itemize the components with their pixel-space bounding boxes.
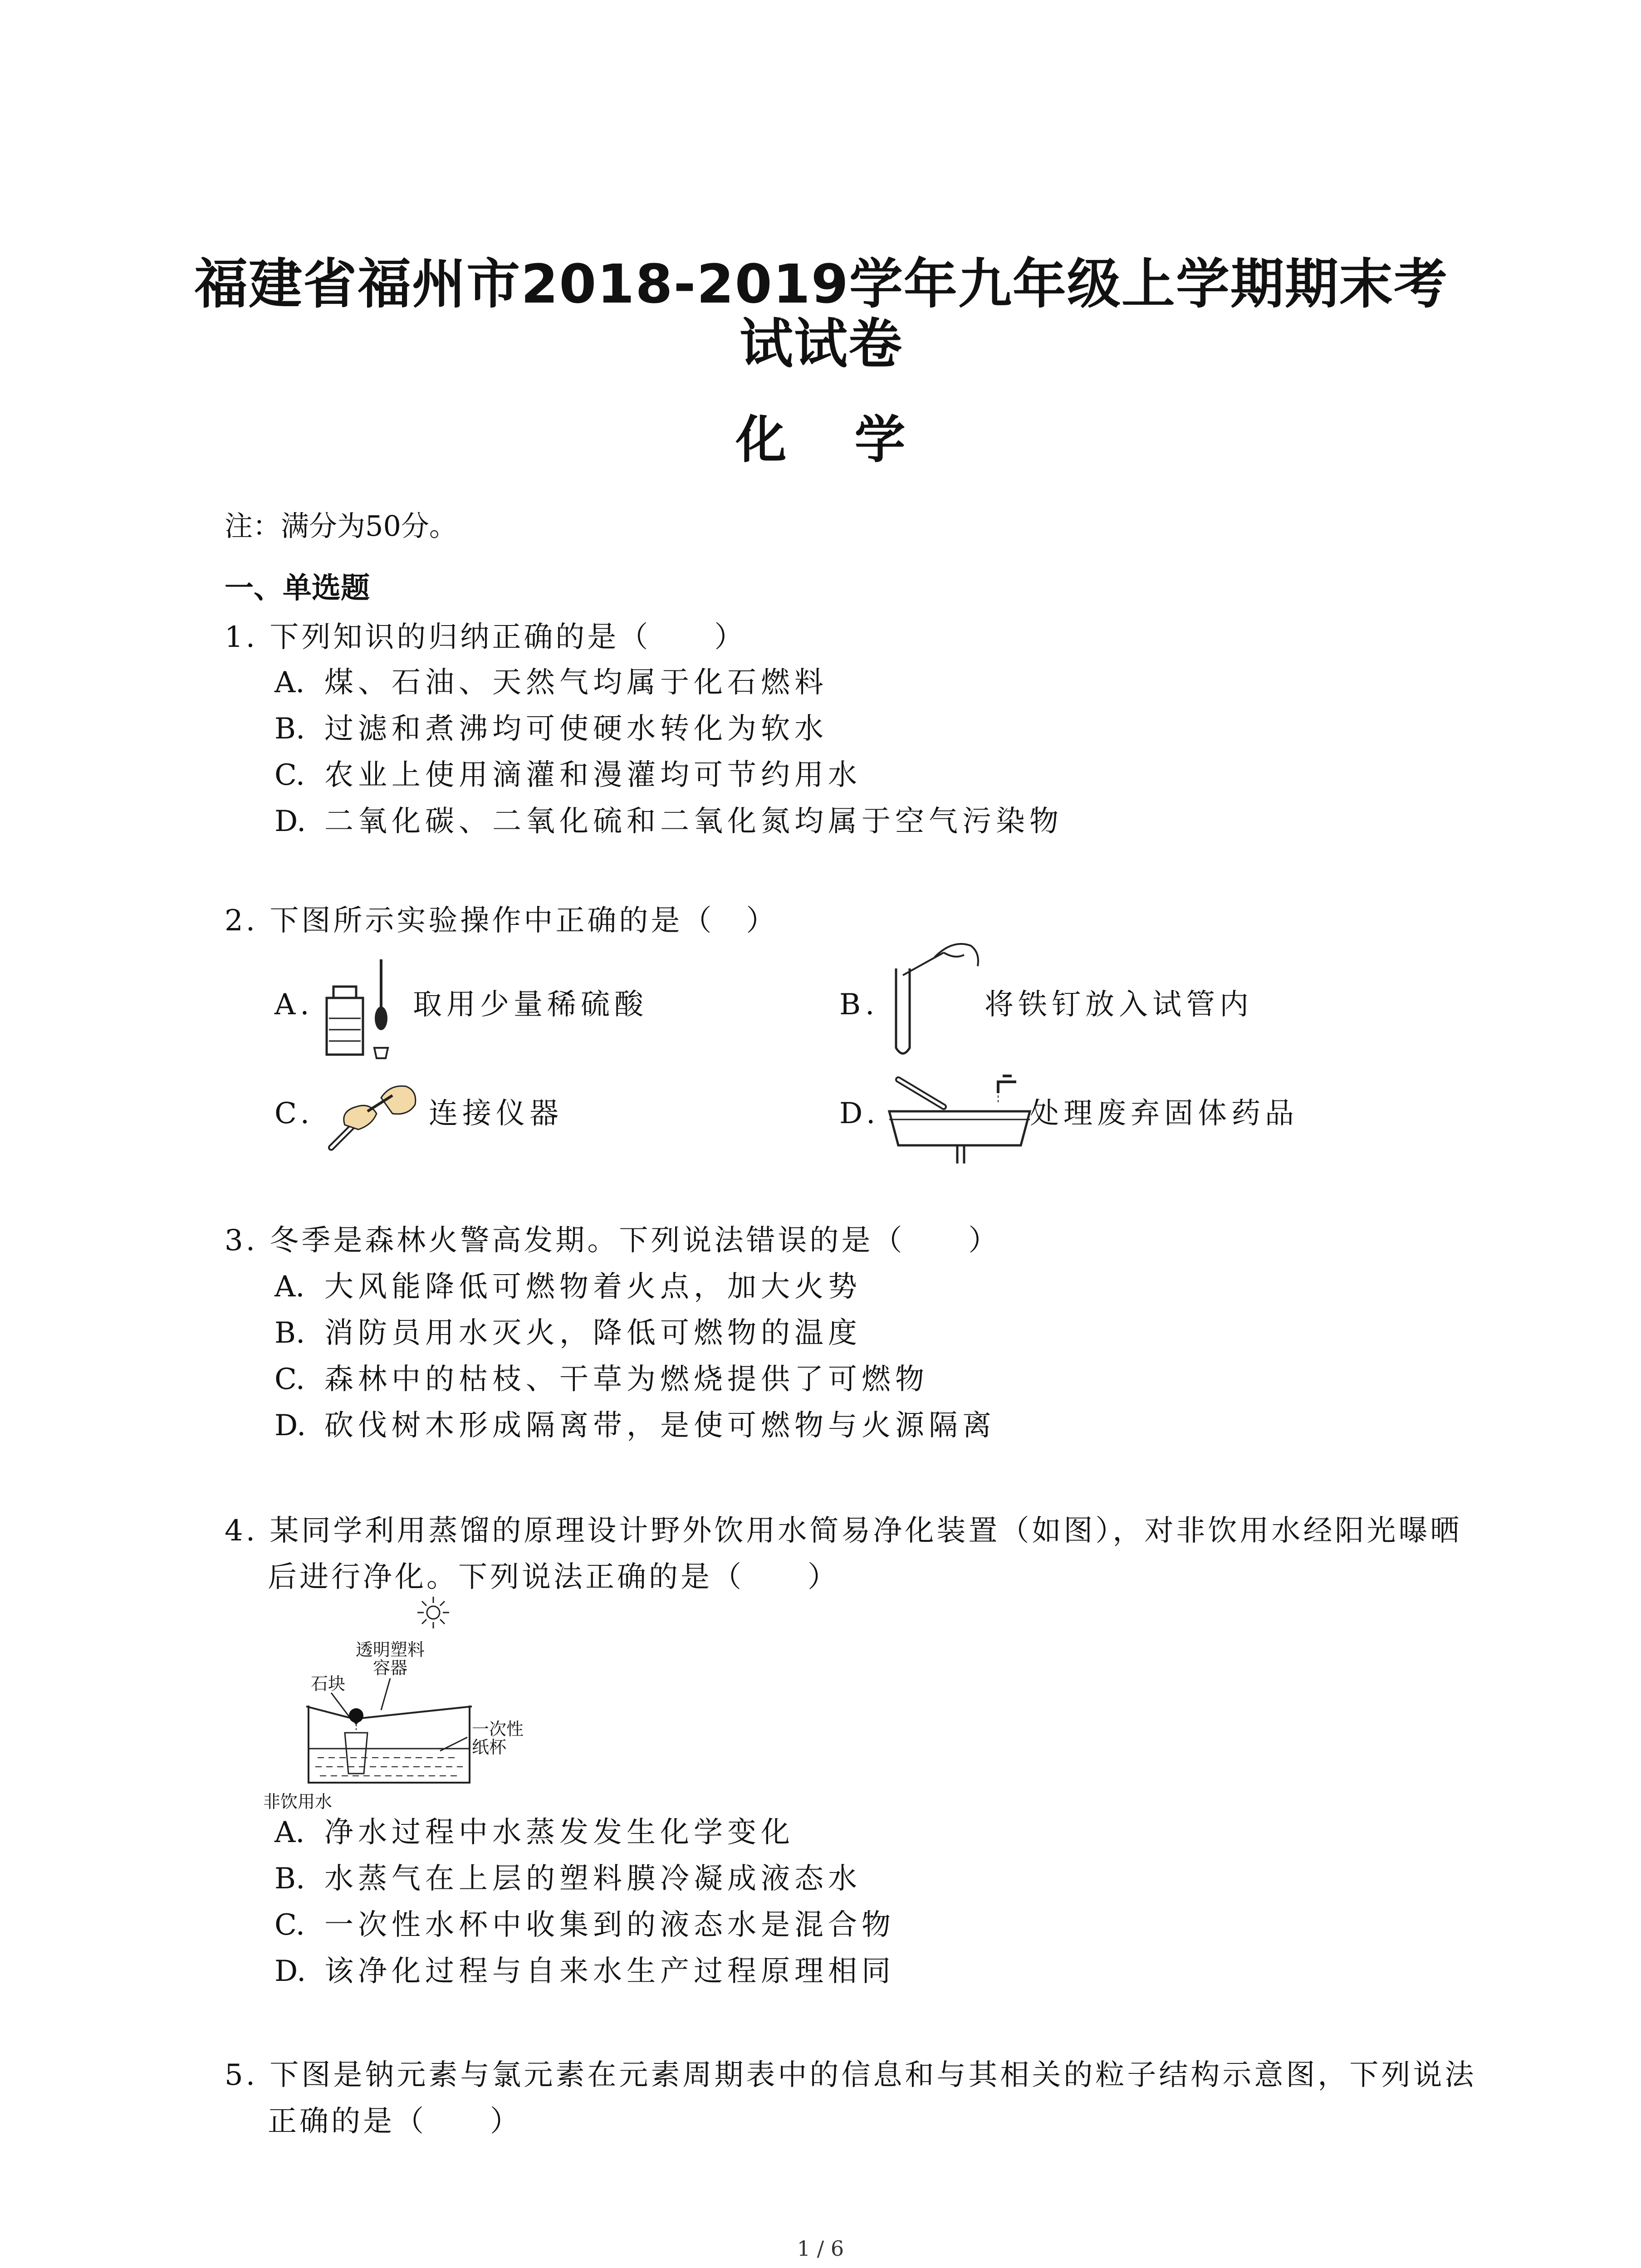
option-label: A. [274,1270,305,1304]
subject-heading: 化学 [735,411,974,469]
option-label: A. [274,1816,305,1849]
label-water: 非饮用水 [263,1792,333,1812]
q2-stem: 2. 下图所示实验操作中正确的是（ ） [225,904,778,938]
label-container-1: 透明塑料 [355,1640,425,1660]
option-text: 农业上使用滴灌和漫灌均可节约用水 [324,758,862,792]
option-label: D. [274,1955,306,1988]
q1-option-b [274,706,828,752]
reagent-bottle-dropper-icon [318,955,399,1064]
q2-option-b-label: B. [839,988,879,1022]
option-label: C. [274,1908,305,1942]
q2-option-a-text: 取用少量稀硫酸 [413,988,648,1022]
label-cup-1: 一次性 [472,1719,524,1739]
label-cup-2: 纸杯 [472,1737,507,1757]
option-label: C. [274,1363,305,1396]
sink-faucet-icon [885,1066,1034,1166]
option-text: 二氧化碳、二氧化硫和二氧化氮均属于空气污染物 [324,805,1063,838]
option-text: 砍伐树木形成隔离带，是使可燃物与火源隔离 [324,1409,996,1442]
q3-option-a [274,1264,862,1310]
water-purification-figure [259,1592,612,1828]
q3-stem: 3. 冬季是森林火警高发期。下列说法错误的是（ ） [225,1224,1000,1257]
q5-stem-line1: 5. 下图是钠元素与氯元素在元素周期表中的信息和与其相关的粒子结构示意图，下列说法 [225,2058,1477,2092]
q2-option-d-label: D. [839,1097,880,1130]
q4-stem-line2: 后进行净化。下列说法正确的是（ ） [268,1560,839,1594]
q4-option-b [274,1856,862,1901]
q5-stem-line2: 正确的是（ ） [268,2105,522,2138]
q2-option-c-text: 连接仪器 [429,1097,563,1130]
option-label: B. [274,1862,305,1896]
option-label: A. [274,666,305,699]
exam-title: 福建省福州市2018-2019学年九年级上学期期末考试试卷 [194,253,1448,375]
q1-stem: 1. 下列知识的归纳正确的是（ ） [225,621,746,654]
score-note: 注：满分为50分。 [225,509,457,543]
option-label: B. [274,1316,305,1350]
q1-option-c [274,753,862,798]
q4-option-d [274,1949,895,1994]
option-text: 过滤和煮沸均可使硬水转化为软水 [324,712,828,746]
label-stone: 石块 [311,1674,346,1694]
option-text: 大风能降低可燃物着火点，加大火势 [324,1270,862,1304]
test-tube-nail-icon [876,934,994,1066]
option-text: 该净化过程与自来水生产过程原理相同 [324,1955,895,1988]
q1-option-a [274,660,828,705]
option-text: 净水过程中水蒸发发生化学变化 [324,1816,794,1849]
option-text: 水蒸气在上层的塑料膜冷凝成液态水 [324,1862,862,1896]
q3-option-b [274,1310,862,1356]
sun-icon [417,1597,449,1628]
option-text: 一次性水杯中收集到的液态水是混合物 [324,1908,895,1942]
label-container-2: 容器 [372,1658,408,1678]
q3-option-d [274,1403,996,1448]
option-label: D. [274,805,306,838]
option-label: C. [274,758,305,792]
section-heading: 一、单选题 [225,572,370,605]
q1-option-d [274,799,1063,844]
q3-option-c [274,1357,929,1402]
q4-stem-line1: 4. 某同学利用蒸馏的原理设计野外饮用水简易净化装置（如图），对非饮用水经阳光曝晒 [225,1514,1462,1548]
option-text: 消防员用水灭火，降低可燃物的温度 [324,1316,862,1350]
option-text: 森林中的枯枝、干草为燃烧提供了可燃物 [324,1363,929,1396]
q4-option-c [274,1902,895,1948]
q2-option-d-text: 处理废弃固体药品 [1030,1097,1298,1130]
q2-option-c-label: C. [274,1097,314,1130]
page-number: 1 / 6 [797,2236,844,2261]
connecting-apparatus-icon [313,1070,426,1161]
option-text: 煤、石油、天然气均属于化石燃料 [324,666,828,699]
q4-option-a [274,1810,794,1855]
q2-option-a-label: A. [274,988,314,1022]
q2-option-b-text: 将铁钉放入试管内 [985,988,1253,1022]
option-label: B. [274,712,305,746]
option-label: D. [274,1409,306,1442]
